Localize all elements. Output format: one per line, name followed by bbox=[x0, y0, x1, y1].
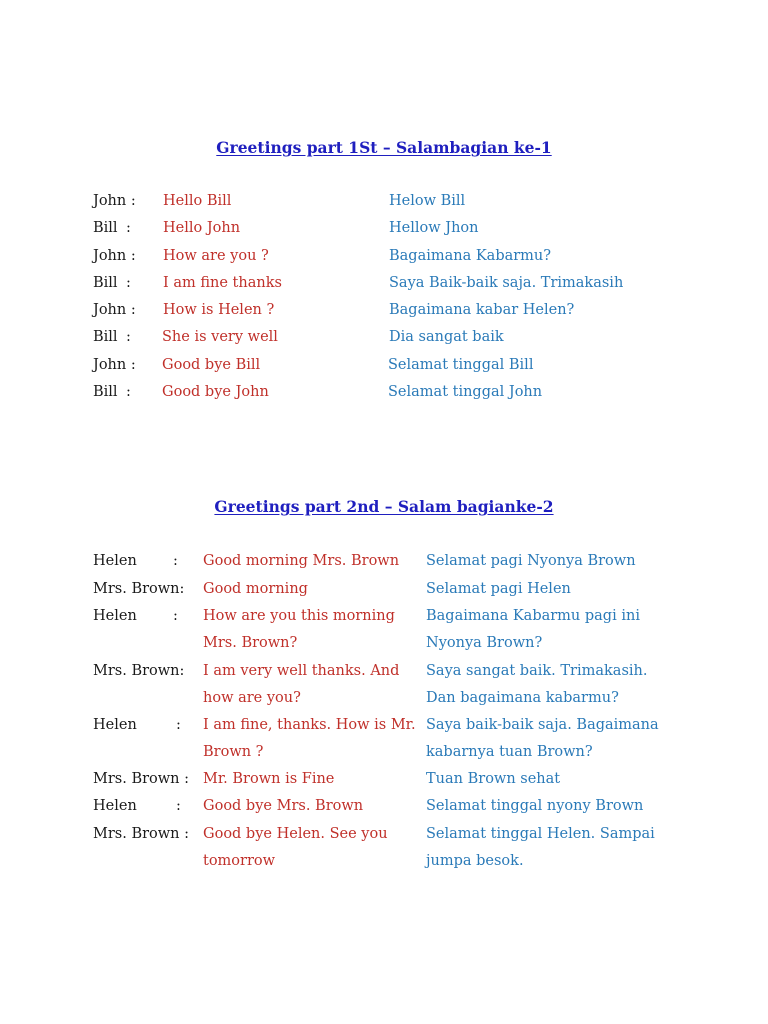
s2-english-7-line-1: tomorrow bbox=[203, 853, 276, 869]
s2-english-4-line-1: Brown ? bbox=[203, 744, 264, 760]
s2-indonesian-4-line-0: Saya baik-baik saja. Bagaimana bbox=[426, 717, 659, 733]
s2-speaker-7: Mrs. Brown : bbox=[93, 826, 189, 842]
s2-english-2-line-1: Mrs. Brown? bbox=[203, 635, 298, 651]
s1-colon-1: : bbox=[126, 220, 131, 236]
s1-english-0: Hello Bill bbox=[163, 193, 232, 209]
s2-speaker-3: Mrs. Brown: bbox=[93, 663, 185, 679]
s2-colon-4: : bbox=[176, 717, 181, 733]
s1-indonesian-5: Dia sangat baik bbox=[389, 329, 504, 345]
s1-indonesian-3: Saya Baik-baik saja. Trimakasih bbox=[389, 275, 624, 291]
s1-english-6: Good bye Bill bbox=[162, 357, 261, 373]
s1-indonesian-1: Hellow Jhon bbox=[389, 220, 479, 236]
s2-english-1-line-0: Good morning bbox=[203, 581, 308, 597]
s1-speaker-7: Bill bbox=[93, 384, 118, 400]
s2-colon-2: : bbox=[173, 608, 178, 624]
s2-indonesian-0-line-0: Selamat pagi Nyonya Brown bbox=[426, 553, 636, 569]
s1-speaker-4: John : bbox=[93, 302, 136, 318]
s2-english-4-line-0: I am fine, thanks. How is Mr. bbox=[203, 717, 416, 733]
s2-indonesian-6-line-0: Selamat tinggal nyony Brown bbox=[426, 798, 644, 814]
s2-indonesian-3-line-1: Dan bagaimana kabarmu? bbox=[426, 690, 619, 706]
s2-indonesian-2-line-0: Bagaimana Kabarmu pagi ini bbox=[426, 608, 640, 624]
s2-english-2-line-0: How are you this morning bbox=[203, 608, 395, 624]
s1-indonesian-0: Helow Bill bbox=[389, 193, 466, 209]
s1-speaker-1: Bill bbox=[93, 220, 118, 236]
s2-speaker-4: Helen bbox=[93, 717, 137, 733]
s1-colon-5: : bbox=[126, 329, 131, 345]
s2-speaker-5: Mrs. Brown : bbox=[93, 771, 189, 787]
s2-colon-6: : bbox=[176, 798, 181, 814]
s1-colon-3: : bbox=[126, 275, 131, 291]
s1-colon-7: : bbox=[126, 384, 131, 400]
s2-english-7-line-0: Good bye Helen. See you bbox=[203, 826, 388, 842]
s2-indonesian-7-line-1: jumpa besok. bbox=[426, 853, 524, 869]
s2-english-6-line-0: Good bye Mrs. Brown bbox=[203, 798, 364, 814]
s1-speaker-5: Bill bbox=[93, 329, 118, 345]
s2-english-3-line-1: how are you? bbox=[203, 690, 301, 706]
s2-speaker-2: Helen bbox=[93, 608, 137, 624]
s1-indonesian-6: Selamat tinggal Bill bbox=[388, 357, 534, 373]
s2-english-0-line-0: Good morning Mrs. Brown bbox=[203, 553, 400, 569]
s2-indonesian-2-line-1: Nyonya Brown? bbox=[426, 635, 543, 651]
s2-indonesian-3-line-0: Saya sangat baik. Trimakasih. bbox=[426, 663, 648, 679]
s2-colon-0: : bbox=[173, 553, 178, 569]
s2-indonesian-5-line-0: Tuan Brown sehat bbox=[426, 771, 561, 787]
s1-english-5: She is very well bbox=[162, 329, 278, 345]
s1-english-4: How is Helen ? bbox=[163, 302, 275, 318]
s2-speaker-0: Helen bbox=[93, 553, 137, 569]
s1-indonesian-2: Bagaimana Kabarmu? bbox=[389, 248, 552, 264]
s1-english-3: I am fine thanks bbox=[163, 275, 282, 291]
s2-speaker-1: Mrs. Brown: bbox=[93, 581, 185, 597]
s2-english-3-line-0: I am very well thanks. And bbox=[203, 663, 400, 679]
s2-indonesian-1-line-0: Selamat pagi Helen bbox=[426, 581, 571, 597]
s2-speaker-6: Helen bbox=[93, 798, 137, 814]
s1-english-2: How are you ? bbox=[163, 248, 269, 264]
s1-speaker-0: John : bbox=[93, 193, 136, 209]
s1-speaker-2: John : bbox=[93, 248, 136, 264]
s1-indonesian-4: Bagaimana kabar Helen? bbox=[389, 302, 575, 318]
s2-english-5-line-0: Mr. Brown is Fine bbox=[203, 771, 335, 787]
section2-title: Greetings part 2nd – Salam bagianke-2 bbox=[214, 497, 554, 516]
s1-speaker-6: John : bbox=[93, 357, 136, 373]
s1-english-7: Good bye John bbox=[162, 384, 269, 400]
s1-speaker-3: Bill bbox=[93, 275, 118, 291]
s1-indonesian-7: Selamat tinggal John bbox=[388, 384, 543, 400]
s2-indonesian-4-line-1: kabarnya tuan Brown? bbox=[426, 744, 593, 760]
s1-english-1: Hello John bbox=[163, 220, 241, 236]
section1-title: Greetings part 1St – Salambagian ke-1 bbox=[216, 138, 552, 157]
s2-indonesian-7-line-0: Selamat tinggal Helen. Sampai bbox=[426, 826, 655, 842]
